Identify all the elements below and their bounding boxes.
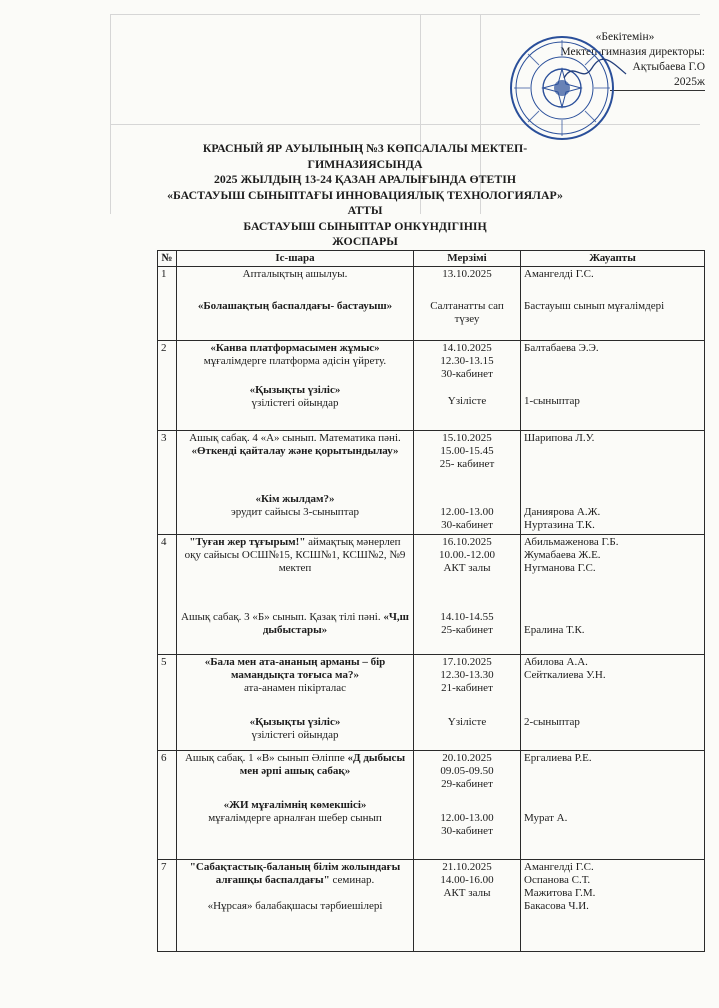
- date-text: 15.10.2025: [442, 432, 492, 444]
- school-seal-stamp: [508, 34, 616, 142]
- time-text: 09.05-09.50: [440, 765, 494, 777]
- row-num: 6: [158, 751, 177, 860]
- room-text: 30-кабинет: [441, 519, 493, 531]
- date-text: Салтанатты сап түзеу: [430, 300, 504, 325]
- table-row: [158, 431, 705, 535]
- row-num: 3: [158, 431, 177, 535]
- time-text: 12.30-13.15: [440, 355, 494, 367]
- row-event: [177, 655, 414, 751]
- event-text: Ашық сабақ. 3 «Б» сынып. Қазақ тілі пәні.: [181, 611, 384, 623]
- resp-text: Бастауыш сынып мұғалімдері: [524, 300, 665, 312]
- time-text: 14.00-16.00: [440, 874, 494, 886]
- event-text: Апталықтың ашылуы.: [242, 268, 348, 280]
- date-text: 20.10.2025: [442, 752, 492, 764]
- row-event: [177, 860, 414, 952]
- event-title: «Д дыбысы мен әрпі ашық сабақ»: [239, 752, 406, 777]
- resp-text: Сейткалиева У.Н.: [524, 669, 606, 681]
- table-row: [158, 535, 705, 655]
- time-text: 12.30-13.30: [440, 669, 494, 681]
- resp-text: Абильмаженова Г.Б.: [524, 536, 619, 548]
- room-text: 21-кабинет: [441, 682, 493, 694]
- approval-year: 2025ж: [610, 75, 705, 91]
- resp-text: Амангелді Г.С.: [524, 861, 594, 873]
- row-event: [177, 267, 414, 341]
- time-text: 15.00-15.45: [440, 445, 494, 457]
- header-resp: Жауапты: [521, 251, 705, 267]
- row-num: 1: [158, 267, 177, 341]
- event-title: «Өткенді қайталау және қорытындылау»: [191, 445, 399, 457]
- event-title: «Кім жылдам?»: [255, 493, 335, 505]
- date-text: Үзілісте: [447, 395, 487, 407]
- row-date: [414, 267, 521, 341]
- resp-text: Данияpова А.Ж.: [524, 506, 601, 518]
- row-date: [414, 751, 521, 860]
- row-date: [414, 655, 521, 751]
- title-line-4: БАСТАУЫШ СЫНЫПТАР ОНКҮНДІГІНІҢ: [243, 218, 487, 233]
- row-date: [414, 431, 521, 535]
- row-event: [177, 751, 414, 860]
- header-date: Мерзімі: [414, 251, 521, 267]
- event-text: семинар.: [329, 874, 375, 886]
- title-line-2: 2025 ЖЫЛДЫҢ 13-24 ҚАЗАН АРАЛЫҒЫНДА ӨТЕТІН: [213, 172, 517, 186]
- resp-text: Мажитова Г.М.: [524, 887, 596, 899]
- resp-text: Ералина Т.К.: [524, 624, 585, 636]
- resp-text: Амангелді Г.С.: [524, 268, 594, 280]
- table-row: [158, 341, 705, 431]
- event-title: «Қызықты үзіліс»: [249, 384, 341, 396]
- time-text: 12.00-13.00: [440, 506, 494, 518]
- title-line-5: ЖОСПАРЫ: [332, 234, 398, 248]
- event-title: «Ч,ш дыбыстары»: [262, 611, 409, 636]
- approval-name: Ақтыбаева Г.О: [632, 61, 705, 73]
- header-num: №: [158, 251, 177, 267]
- document-title: [150, 141, 580, 250]
- room-text: 30-кабинет: [441, 825, 493, 837]
- plan-table: [157, 250, 705, 952]
- event-text: мұғалімдерге арналған шебер сынып: [208, 812, 382, 824]
- date-text: Үзілісте: [447, 716, 487, 728]
- header-event: Іс-шара: [177, 251, 414, 267]
- room-text: АКТ залы: [443, 562, 491, 574]
- row-resp: [521, 535, 705, 655]
- resp-text: Балтабаева Э.Э.: [524, 342, 599, 354]
- event-title: "Туған жер тұғырым!": [189, 536, 306, 548]
- table-row: [158, 860, 705, 952]
- row-resp: [521, 860, 705, 952]
- date-text: 21.10.2025: [442, 861, 492, 873]
- row-date: [414, 535, 521, 655]
- resp-text: Шарипова Л.У.: [524, 432, 595, 444]
- resp-text: 1-сыныптар: [524, 395, 580, 407]
- resp-text: Абилова А.А.: [524, 656, 588, 668]
- approval-heading: «Бекітемін»: [595, 31, 655, 43]
- event-title: «Канва платформасымен жұмыс»: [210, 342, 380, 354]
- event-title: «Болашақтың баспалдағы- бастауыш»: [197, 300, 393, 312]
- row-num: 4: [158, 535, 177, 655]
- event-text: үзілістегі ойындар: [251, 729, 339, 741]
- row-date: [414, 341, 521, 431]
- event-text: ата-анамен пікірталас: [243, 682, 347, 694]
- row-resp: [521, 431, 705, 535]
- resp-text: Нугманова Г.С.: [524, 562, 596, 574]
- resp-text: Мурат А.: [524, 812, 568, 824]
- row-num: 7: [158, 860, 177, 952]
- table-header-row: [158, 251, 705, 267]
- resp-text: Бакасова Ч.И.: [524, 900, 589, 912]
- row-event: [177, 341, 414, 431]
- room-text: 29-кабинет: [441, 778, 493, 790]
- date-text: 14.10.2025: [442, 342, 492, 354]
- room-text: 25-кабинет: [441, 624, 493, 636]
- event-text: мұғалімдерге платформа әдісін үйрету.: [203, 355, 387, 367]
- signature: [560, 56, 630, 86]
- time-text: 14.10-14.55: [440, 611, 494, 623]
- row-resp: [521, 341, 705, 431]
- room-text: АКТ залы: [443, 887, 491, 899]
- row-date: [414, 860, 521, 952]
- date-text: 13.10.2025: [442, 268, 492, 280]
- row-resp: [521, 751, 705, 860]
- row-num: 5: [158, 655, 177, 751]
- resp-text: Жумабаева Ж.Е.: [524, 549, 601, 561]
- resp-text: 2-сыныптар: [524, 716, 580, 728]
- event-text: аймақтық мәнерлеп оқу сайысы ОСШ№15, КСШ№1, КСШ№2, №9 мектеп: [184, 536, 406, 574]
- resp-text: Ергалиева Р.Е.: [524, 752, 592, 764]
- row-resp: [521, 655, 705, 751]
- room-text: 25- кабинет: [439, 458, 495, 470]
- title-line-3: «БАСТАУЫШ СЫНЫПТАҒЫ ИННОВАЦИЯЛЫҚ ТЕХНОЛОГИЯЛАР» АТТЫ: [167, 187, 563, 217]
- time-text: 12.00-13.00: [440, 812, 494, 824]
- title-line-1: КРАСНЫЙ ЯР АУЫЛЫНЫҢ №3 КӨПСАЛАЛЫ МЕКТЕП-ГИМНАЗИЯСЫНДА: [202, 141, 528, 171]
- table-row: [158, 751, 705, 860]
- row-event: [177, 535, 414, 655]
- date-text: 16.10.2025: [442, 536, 492, 548]
- event-text: үзілістегі ойындар: [251, 397, 339, 409]
- event-text: Ашық сабақ. 1 «В» сынып Әліппе: [184, 752, 348, 764]
- event-title: «Қызықты үзіліс»: [249, 716, 341, 728]
- row-event: [177, 431, 414, 535]
- event-title: "Сабақтастық-баланың білім жолындағы алғашқы баспалдағы": [189, 861, 401, 886]
- row-num: 2: [158, 341, 177, 431]
- resp-text: Нуртазина Т.К.: [524, 519, 595, 531]
- event-text: эрудит сайысы 3-сыныптар: [230, 506, 360, 518]
- event-text: «Нұрсая» балабақшасы тәрбиешілері: [207, 900, 383, 912]
- time-text: 10.00.-12.00: [439, 549, 495, 561]
- table-row: [158, 267, 705, 341]
- room-text: 30-кабинет: [441, 368, 493, 380]
- row-resp: [521, 267, 705, 341]
- table-row: [158, 655, 705, 751]
- event-text: Ашық сабақ. 4 «А» сынып. Математика пәні.: [189, 432, 401, 444]
- event-title: «Бала мен ата-ананың арманы – бір мамандықта тоғыса ма?»: [204, 656, 386, 681]
- event-title: «ЖИ мұғалімнің көмекшісі»: [223, 799, 367, 811]
- resp-text: Оспанова С.Т.: [524, 874, 591, 886]
- approval-position: Мектеп-гимназия директоры:: [560, 46, 705, 58]
- date-text: 17.10.2025: [442, 656, 492, 668]
